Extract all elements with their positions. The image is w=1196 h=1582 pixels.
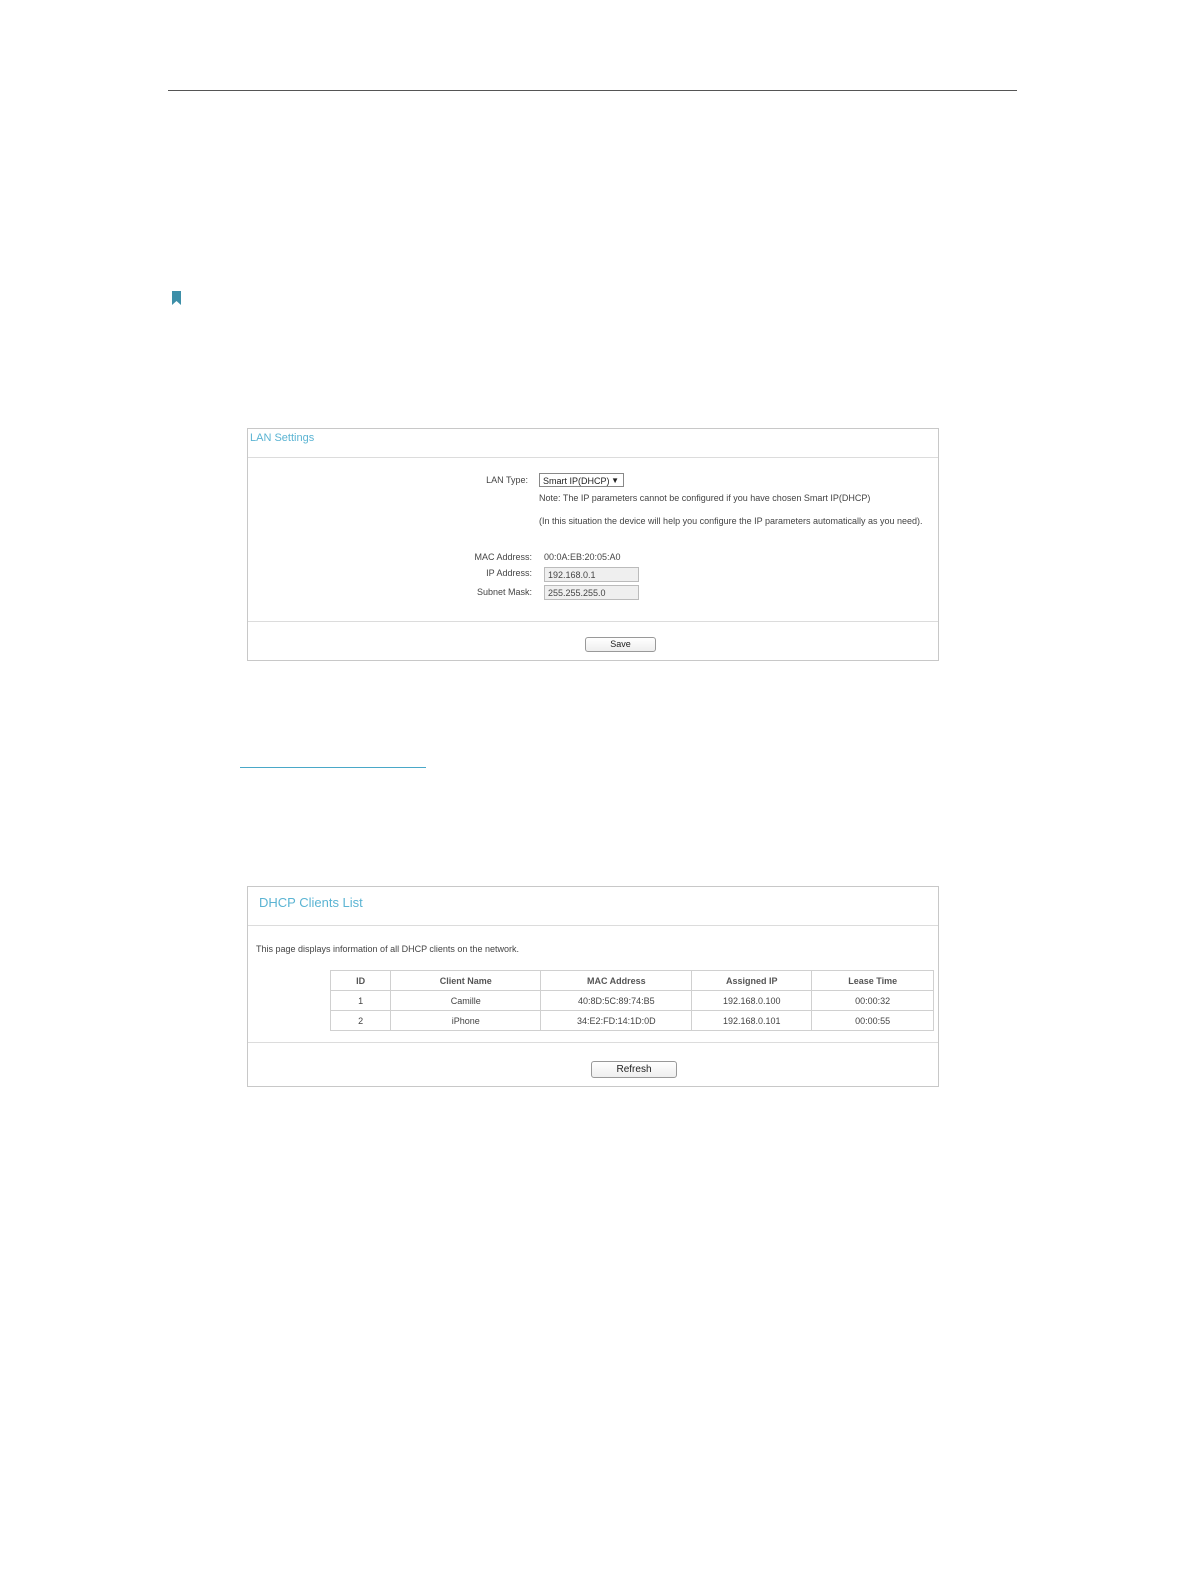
divider bbox=[248, 925, 938, 926]
cell-lease-time: 00:00:32 bbox=[812, 991, 934, 1011]
cell-lease-time: 00:00:55 bbox=[812, 1011, 934, 1031]
note-line-1: Note: The IP parameters cannot be configured if you have chosen Smart IP(DHCP) bbox=[539, 493, 871, 503]
cell-mac-address: 34:E2:FD:14:1D:0D bbox=[541, 1011, 692, 1031]
cell-client-name: Camille bbox=[391, 991, 541, 1011]
cell-id: 1 bbox=[331, 991, 391, 1011]
dhcp-clients-table bbox=[330, 970, 934, 1031]
lan-settings-panel bbox=[247, 428, 939, 661]
table-row bbox=[331, 1011, 934, 1031]
divider bbox=[248, 621, 938, 622]
bookmark-icon bbox=[172, 291, 181, 305]
note-line-2: (In this situation the device will help you configure the IP parameters automatically as you need). bbox=[539, 516, 923, 526]
panel-title: LAN Settings bbox=[250, 432, 315, 444]
mac-address-label: MAC Address: bbox=[474, 552, 532, 562]
dhcp-clients-panel bbox=[247, 886, 939, 1087]
save-button[interactable]: Save bbox=[585, 637, 656, 652]
cell-assigned-ip: 192.168.0.100 bbox=[692, 991, 812, 1011]
cell-id: 2 bbox=[331, 1011, 391, 1031]
lan-type-value: Smart IP(DHCP) bbox=[543, 476, 610, 486]
cell-mac-address: 40:8D:5C:89:74:B5 bbox=[541, 991, 692, 1011]
subnet-mask-label: Subnet Mask: bbox=[476, 587, 532, 597]
table-row bbox=[331, 991, 934, 1011]
column-header-assigned-ip: Assigned IP bbox=[692, 971, 812, 991]
dhcp-description: This page displays information of all DHCP clients on the network. bbox=[256, 944, 519, 954]
cell-assigned-ip: 192.168.0.101 bbox=[692, 1011, 812, 1031]
column-header-lease-time: Lease Time bbox=[812, 971, 934, 991]
ip-address-field[interactable]: 192.168.0.1 bbox=[544, 567, 639, 582]
link-underline bbox=[240, 767, 426, 768]
subnet-mask-field[interactable]: 255.255.255.0 bbox=[544, 585, 639, 600]
mac-address-value: 00:0A:EB:20:05:A0 bbox=[544, 552, 621, 562]
cell-client-name: iPhone bbox=[391, 1011, 541, 1031]
refresh-button[interactable]: Refresh bbox=[591, 1061, 677, 1078]
column-header-mac-address: MAC Address bbox=[541, 971, 692, 991]
column-header-client-name: Client Name bbox=[391, 971, 541, 991]
ip-address-label: IP Address: bbox=[486, 568, 532, 578]
divider bbox=[248, 457, 938, 458]
lan-type-label: LAN Type: bbox=[486, 475, 528, 485]
divider bbox=[248, 1042, 938, 1043]
chevron-down-icon: ▼ bbox=[611, 476, 619, 485]
column-header-id: ID bbox=[331, 971, 391, 991]
panel-title: DHCP Clients List bbox=[259, 895, 363, 910]
header-rule bbox=[168, 90, 1017, 91]
lan-type-select[interactable] bbox=[539, 473, 624, 487]
table-header-row bbox=[331, 971, 934, 991]
